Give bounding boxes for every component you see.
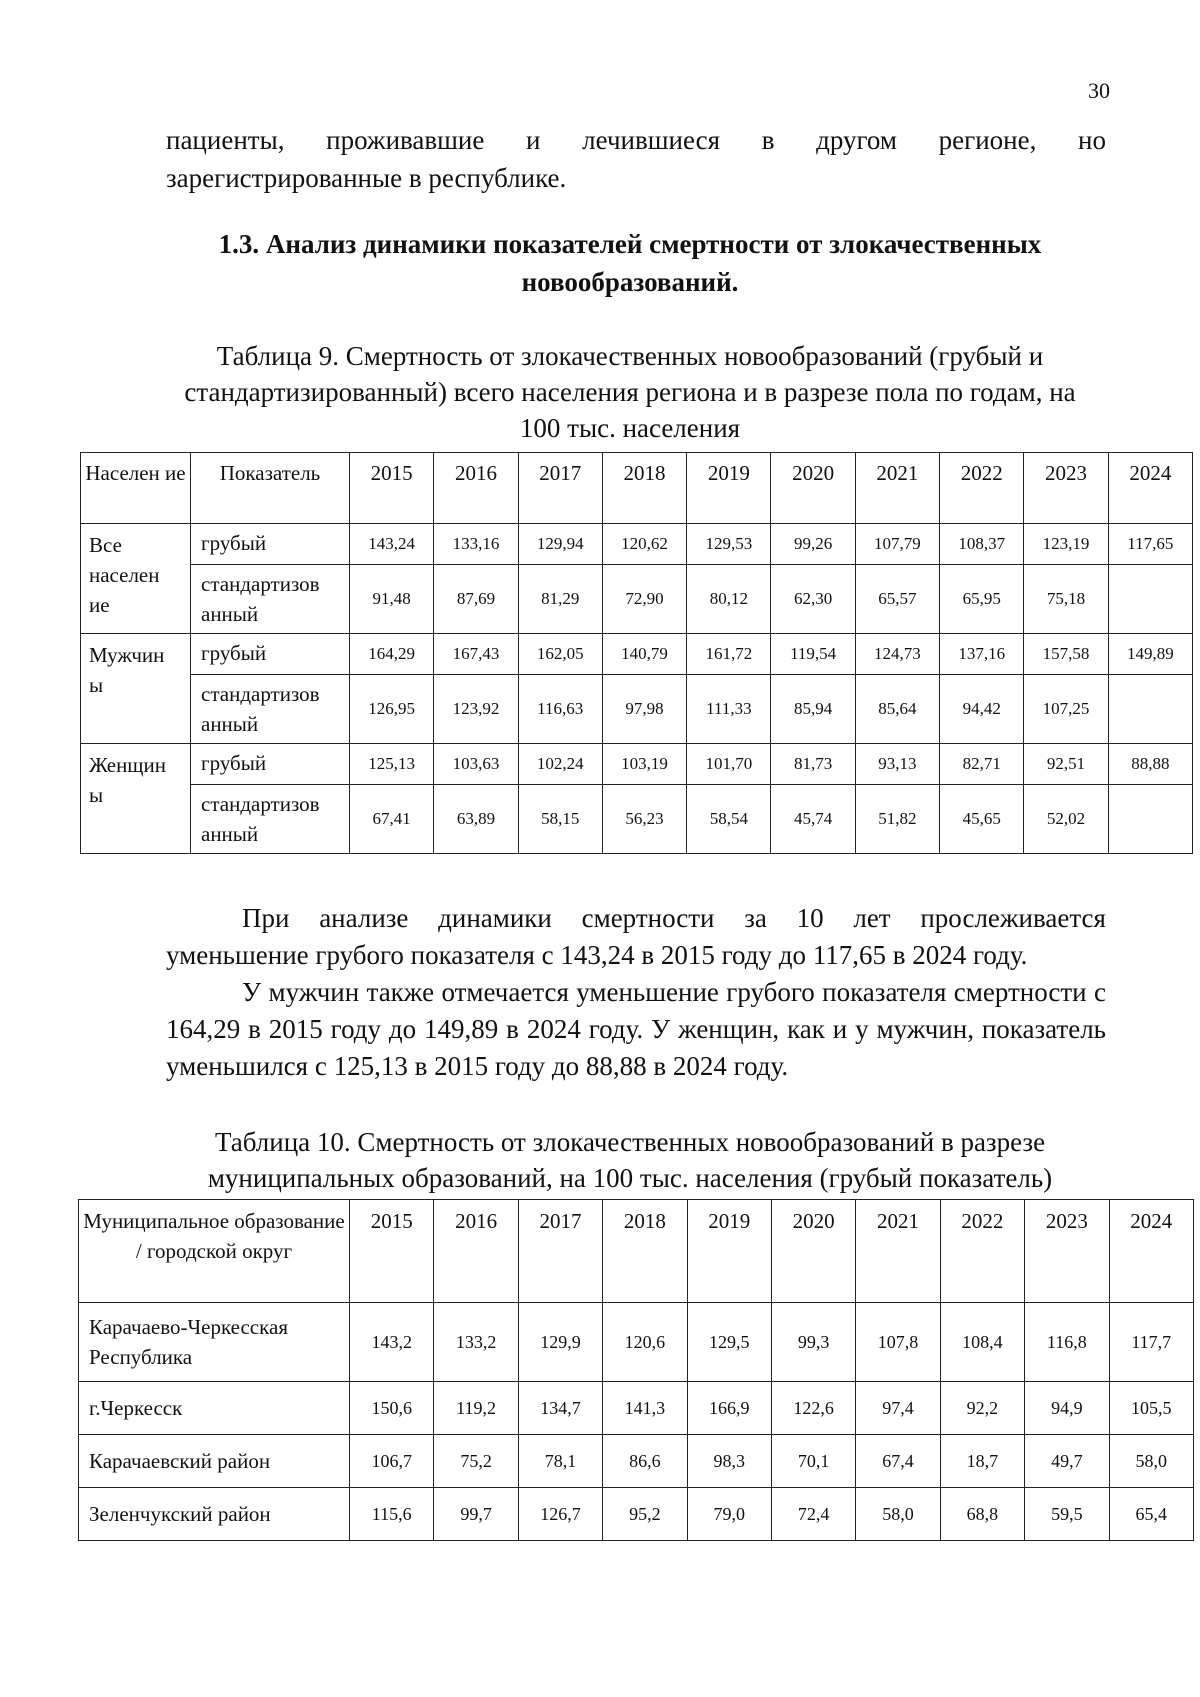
area-cell: г.Черкесск (79, 1382, 350, 1435)
value-cell: 149,89 (1108, 634, 1192, 675)
value-cell: 75,18 (1024, 565, 1108, 634)
value-cell: 87,69 (434, 565, 518, 634)
indicator-cell: грубый (191, 524, 350, 565)
value-cell: 70,1 (771, 1435, 855, 1488)
intro-word: проживавшие (326, 125, 485, 155)
analysis-word: смертности (581, 903, 715, 933)
value-cell: 80,12 (687, 565, 771, 634)
indicator-cell: грубый (191, 634, 350, 675)
value-cell: 129,9 (518, 1303, 602, 1382)
value-cell: 59,5 (1025, 1488, 1109, 1541)
value-cell: 164,29 (350, 634, 434, 675)
value-cell: 49,7 (1025, 1435, 1109, 1488)
value-cell: 111,33 (687, 675, 771, 744)
intro-word: пациенты, (166, 125, 285, 155)
value-cell: 106,7 (350, 1435, 434, 1488)
value-cell: 140,79 (602, 634, 686, 675)
intro-paragraph (166, 121, 1106, 197)
value-cell: 123,92 (434, 675, 518, 744)
year-header: 2019 (687, 1200, 771, 1303)
value-cell: 99,7 (434, 1488, 518, 1541)
value-cell: 52,02 (1024, 785, 1108, 854)
value-cell: 137,16 (940, 634, 1024, 675)
value-cell: 103,63 (434, 744, 518, 785)
analysis-word: При (242, 903, 290, 933)
value-cell: 86,6 (603, 1435, 687, 1488)
intro-line-2: зарегистрированные в республике. (166, 163, 567, 193)
table10-header-row (79, 1200, 1194, 1303)
value-cell: 92,51 (1024, 744, 1108, 785)
value-cell: 45,74 (771, 785, 855, 854)
value-cell: 116,63 (518, 675, 602, 744)
value-cell: 162,05 (518, 634, 602, 675)
indicator-cell: стандартизов анный (191, 675, 350, 744)
analysis-word: за (744, 903, 767, 933)
value-cell: 119,2 (434, 1382, 518, 1435)
value-cell: 107,25 (1024, 675, 1108, 744)
value-cell: 161,72 (687, 634, 771, 675)
value-cell: 58,0 (1109, 1435, 1193, 1488)
table10-caption (160, 1124, 1100, 1196)
value-cell: 123,19 (1024, 524, 1108, 565)
value-cell: 91,48 (350, 565, 434, 634)
year-header: 2015 (350, 453, 434, 524)
population-header: Населен ие (81, 453, 191, 524)
value-cell: 117,7 (1109, 1303, 1193, 1382)
value-cell: 119,54 (771, 634, 855, 675)
indicator-cell: грубый (191, 744, 350, 785)
value-cell: 65,95 (940, 565, 1024, 634)
table-row (81, 634, 1193, 675)
section-heading (160, 225, 1100, 301)
year-header: 2019 (687, 453, 771, 524)
table9-caption-line: Таблица 9. Смертность от злокачественных новообразований (грубый и (216, 341, 1044, 371)
value-cell: 67,41 (350, 785, 434, 854)
year-header: 2022 (940, 453, 1024, 524)
table-row (79, 1382, 1194, 1435)
value-cell: 167,43 (434, 634, 518, 675)
value-cell: 62,30 (771, 565, 855, 634)
year-header: 2015 (350, 1200, 434, 1303)
value-cell: 99,3 (771, 1303, 855, 1382)
indicator-header: Показатель (191, 453, 350, 524)
value-cell: 81,29 (518, 565, 602, 634)
analysis-line-1 (166, 900, 1106, 937)
value-cell: 94,9 (1025, 1382, 1109, 1435)
table-row (81, 744, 1193, 785)
value-cell: 103,19 (602, 744, 686, 785)
value-cell: 72,90 (602, 565, 686, 634)
value-cell: 56,23 (602, 785, 686, 854)
year-header: 2018 (603, 1200, 687, 1303)
value-cell: 85,94 (771, 675, 855, 744)
value-cell: 108,37 (940, 524, 1024, 565)
value-cell: 58,54 (687, 785, 771, 854)
area-header: Муниципальное образование / городской округ (79, 1200, 350, 1303)
value-cell: 107,79 (855, 524, 939, 565)
value-cell: 129,94 (518, 524, 602, 565)
value-cell: 97,98 (602, 675, 686, 744)
value-cell: 120,62 (602, 524, 686, 565)
value-cell: 67,4 (856, 1435, 940, 1488)
value-cell: 18,7 (940, 1435, 1024, 1488)
value-cell: 65,57 (855, 565, 939, 634)
analysis-word: анализе (319, 903, 409, 933)
value-cell: 105,5 (1109, 1382, 1193, 1435)
table-row (79, 1435, 1194, 1488)
table9-header-row (81, 453, 1193, 524)
value-cell: 65,4 (1109, 1488, 1193, 1541)
table10 (78, 1199, 1194, 1541)
intro-word: лечившиеся (582, 125, 721, 155)
value-cell (1108, 785, 1192, 854)
intro-word: и (526, 125, 541, 155)
value-cell: 126,7 (518, 1488, 602, 1541)
heading-line-1: 1.3. Анализ динамики показателей смертности от злокачественных (218, 229, 1042, 259)
analysis-word: прослеживается (920, 903, 1106, 933)
area-cell: Карачаево-Черкесская Республика (79, 1303, 350, 1382)
value-cell: 68,8 (940, 1488, 1024, 1541)
intro-word: регионе, (938, 125, 1037, 155)
value-cell: 78,1 (518, 1435, 602, 1488)
value-cell: 95,2 (603, 1488, 687, 1541)
analysis-word: динамики (438, 903, 552, 933)
indicator-cell: стандартизов анный (191, 785, 350, 854)
value-cell: 133,16 (434, 524, 518, 565)
year-header: 2021 (856, 1200, 940, 1303)
year-header: 2022 (940, 1200, 1024, 1303)
value-cell: 117,65 (1108, 524, 1192, 565)
value-cell (1108, 565, 1192, 634)
value-cell: 94,42 (940, 675, 1024, 744)
value-cell: 125,13 (350, 744, 434, 785)
year-header: 2016 (434, 453, 518, 524)
value-cell: 116,8 (1025, 1303, 1109, 1382)
value-cell: 88,88 (1108, 744, 1192, 785)
value-cell: 129,53 (687, 524, 771, 565)
year-header: 2023 (1025, 1200, 1109, 1303)
value-cell: 72,4 (771, 1488, 855, 1541)
value-cell: 141,3 (603, 1382, 687, 1435)
table-row (81, 524, 1193, 565)
value-cell: 51,82 (855, 785, 939, 854)
table10-caption-line: Таблица 10. Смертность от злокачественных новообразований в разрезе (214, 1127, 1046, 1157)
analysis-text (166, 900, 1106, 1085)
value-cell: 101,70 (687, 744, 771, 785)
analysis-word: 10 (796, 903, 824, 933)
value-cell: 99,26 (771, 524, 855, 565)
value-cell: 108,4 (940, 1303, 1024, 1382)
value-cell: 129,5 (687, 1303, 771, 1382)
value-cell: 79,0 (687, 1488, 771, 1541)
analysis-line-2: уменьшение грубого показателя с 143,24 в 2015 году до 117,65 в 2024 году. (166, 940, 1028, 970)
year-header: 2023 (1024, 453, 1108, 524)
year-header: 2021 (855, 453, 939, 524)
value-cell: 45,65 (940, 785, 1024, 854)
page-number: 30 (1088, 78, 1110, 103)
area-cell: Зеленчукский район (79, 1488, 350, 1541)
value-cell: 81,73 (771, 744, 855, 785)
value-cell: 82,71 (940, 744, 1024, 785)
analysis-paragraph-2: У мужчин также отмечается уменьшение грубого показателя смертности с 164,29 в 2015 году до 149,89 в 2024 году. У женщин, как и у мужчин, показатель уменьшился с 125,13 в 2015 году до 88,88 в 2024 году. (166, 977, 1106, 1081)
table9 (80, 452, 1193, 854)
year-header: 2016 (434, 1200, 518, 1303)
table-row (79, 1303, 1194, 1382)
value-cell: 166,9 (687, 1382, 771, 1435)
table9-caption-line: 100 тыс. населения (519, 413, 741, 443)
year-header: 2020 (771, 453, 855, 524)
value-cell: 134,7 (518, 1382, 602, 1435)
year-header: 2024 (1109, 1200, 1193, 1303)
value-cell: 157,58 (1024, 634, 1108, 675)
population-cell: Мужчин ы (81, 634, 191, 744)
intro-word: другом (816, 125, 897, 155)
value-cell: 120,6 (603, 1303, 687, 1382)
population-cell: Женщин ы (81, 744, 191, 854)
table10-caption-line: муниципальных образований, на 100 тыс. населения (грубый показатель) (207, 1163, 1053, 1193)
analysis-word: лет (853, 903, 891, 933)
year-header: 2017 (518, 1200, 602, 1303)
value-cell: 93,13 (855, 744, 939, 785)
year-header: 2020 (771, 1200, 855, 1303)
table-row (81, 785, 1193, 854)
heading-line-2: новообразований. (521, 267, 739, 297)
intro-word: но (1078, 125, 1106, 155)
value-cell: 102,24 (518, 744, 602, 785)
value-cell: 58,0 (856, 1488, 940, 1541)
value-cell: 75,2 (434, 1435, 518, 1488)
indicator-cell: стандартизов анный (191, 565, 350, 634)
value-cell: 133,2 (434, 1303, 518, 1382)
value-cell: 115,6 (350, 1488, 434, 1541)
table-row (79, 1488, 1194, 1541)
year-header: 2018 (602, 453, 686, 524)
value-cell: 58,15 (518, 785, 602, 854)
value-cell: 98,3 (687, 1435, 771, 1488)
value-cell: 150,6 (350, 1382, 434, 1435)
value-cell: 63,89 (434, 785, 518, 854)
population-cell: Все населен ие (81, 524, 191, 634)
table-row (81, 565, 1193, 634)
table9-caption (150, 338, 1110, 446)
value-cell: 92,2 (940, 1382, 1024, 1435)
value-cell: 126,95 (350, 675, 434, 744)
value-cell (1108, 675, 1192, 744)
value-cell: 97,4 (856, 1382, 940, 1435)
value-cell: 124,73 (855, 634, 939, 675)
intro-word: в (761, 125, 775, 155)
value-cell: 143,2 (350, 1303, 434, 1382)
value-cell: 122,6 (771, 1382, 855, 1435)
area-cell: Карачаевский район (79, 1435, 350, 1488)
year-header: 2024 (1108, 453, 1192, 524)
year-header: 2017 (518, 453, 602, 524)
intro-line-1 (166, 121, 1106, 159)
table-row (81, 675, 1193, 744)
value-cell: 107,8 (856, 1303, 940, 1382)
value-cell: 143,24 (350, 524, 434, 565)
value-cell: 85,64 (855, 675, 939, 744)
table9-caption-line: стандартизированный) всего населения региона и в разрезе пола по годам, на (184, 377, 1076, 407)
